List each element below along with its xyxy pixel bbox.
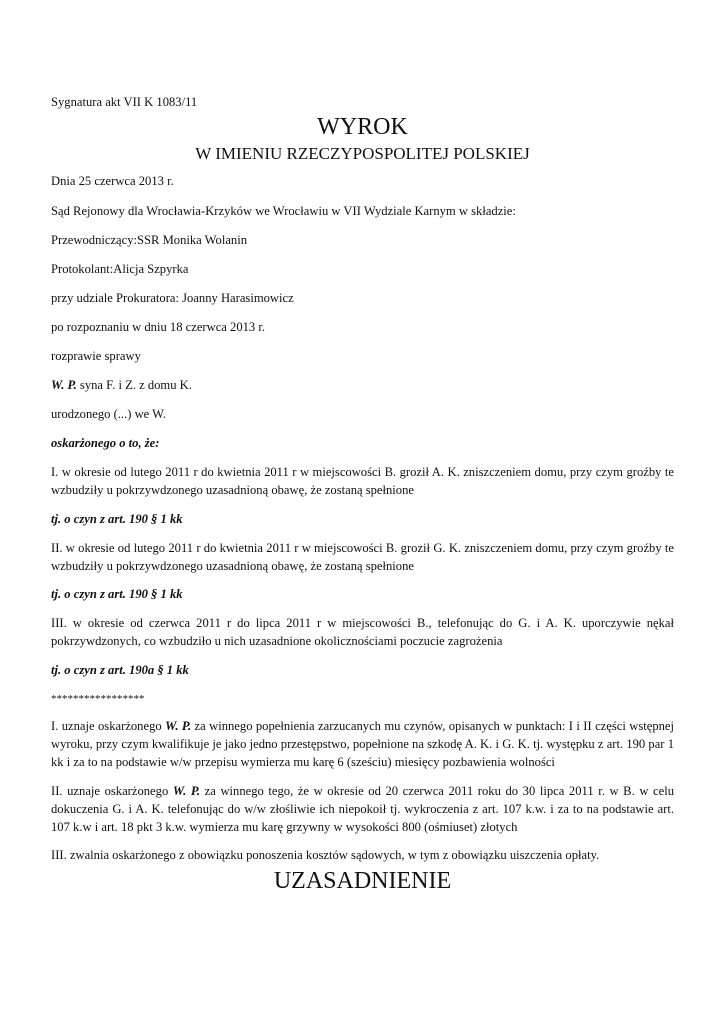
case-signature: Sygnatura akt VII K 1083/11: [51, 95, 198, 109]
charge-article: tj. o czyn z art. 190 § 1 kk: [51, 512, 183, 526]
prosecutor-line: przy udziale Prokuratora: Joanny Harasimowicz: [51, 291, 294, 305]
court-line: Sąd Rejonowy dla Wrocławia-Krzyków we Wrocławiu w VII Wydziale Karnym w składzie:: [51, 204, 516, 218]
born-line: urodzonego (...) we W.: [51, 407, 167, 421]
document-subtitle: W IMIENIU RZECZYPOSPOLITEJ POLSKIEJ: [195, 144, 530, 163]
defendant-line: [51, 376, 192, 394]
verdict-point: [51, 782, 674, 836]
date-line: Dnia 25 czerwca 2013 r.: [51, 174, 174, 188]
charge-article: tj. o czyn z art. 190 § 1 kk: [51, 587, 183, 601]
verdict-text: II. uznaje oskarżonego: [51, 784, 173, 798]
clerk-line: Protokolant:Alicja Szpyrka: [51, 262, 189, 276]
verdict-text: I. uznaje oskarżonego: [51, 719, 166, 733]
verdict-text: III. zwalnia oskarżonego z obowiązku ponoszenia kosztów sądowych, w tym z obowiązku uiszczenia opłaty.: [51, 848, 600, 862]
defendant-name: W. P.: [172, 784, 201, 798]
charge-article: tj. o czyn z art. 190a § 1 kk: [51, 663, 189, 677]
verdict-text: za winnego popełnienia zarzucanych mu czynów, opisanych w punktach: I i II części wstępnej wyroku, przy czym kwalifikuje je jako jedno przestępstwo, popełnione na szkodę A. K. i G. K. tj. występku z art. 190 par 1 kk i za to na podstawie w/w przepisu wymierza mu karę 6 (sześciu) miesięcy pozbawienia wolności: [51, 719, 675, 769]
defendant-parents: syna F. i Z. z domu K.: [76, 378, 192, 392]
hearing-line: po rozpoznaniu w dniu 18 czerwca 2013 r.: [51, 320, 266, 334]
verdict-point: [51, 846, 599, 864]
document-title: WYROK: [317, 114, 408, 140]
chair-line: Przewodniczący:SSR Monika Wolanin: [51, 233, 248, 247]
case-line: rozprawie sprawy: [51, 349, 141, 363]
verdict-point: [51, 717, 674, 771]
charge-text: III. w okresie od czerwca 2011 r do lipca 2011 r w miejscowości B., telefonując do G. i A. K. uporczywie nękał pokrzywdzonych, co wzbudziło u nich uzasadnione okolicznościami poczucie zagrożenia: [51, 616, 674, 648]
charge-text: I. w okresie od lutego 2011 r do kwietnia 2011 r w miejscowości B. groził A. K. zniszczeniem domu, przy czym groźby te wzbudziły u pokrzywdzonego uzasadnioną obawę, że zostaną spełnione: [51, 465, 674, 497]
separator-stars: *****************: [51, 693, 145, 705]
verdict-text: za winnego tego, że w okresie od 20 czerwca 2011 roku do 30 lipca 2011 r. w B. w celu dokuczenia G. i A. K. telefonując do w/w złośliwie ich niepokoił tj. wykroczenia z art. 107 k.w. i za to na podstawie art. 107 k.w i art. 18 pkt 3 k.w. wymierza mu karę grzywny w wysokości 800 (ośmiuset) złotych: [51, 784, 674, 834]
defendant-name: W. P.: [51, 378, 77, 392]
justification-heading: UZASADNIENIE: [273, 868, 452, 894]
charge-text: II. w okresie od lutego 2011 r do kwietnia 2011 r w miejscowości B. groził G. K. zniszczeniem domu, przy czym groźby te wzbudziły u pokrzywdzonego uzasadnioną obawę, że zostaną spełnione: [51, 541, 674, 573]
accused-heading: oskarżonego o to, że:: [51, 436, 160, 450]
defendant-name: W. P.: [165, 719, 192, 733]
